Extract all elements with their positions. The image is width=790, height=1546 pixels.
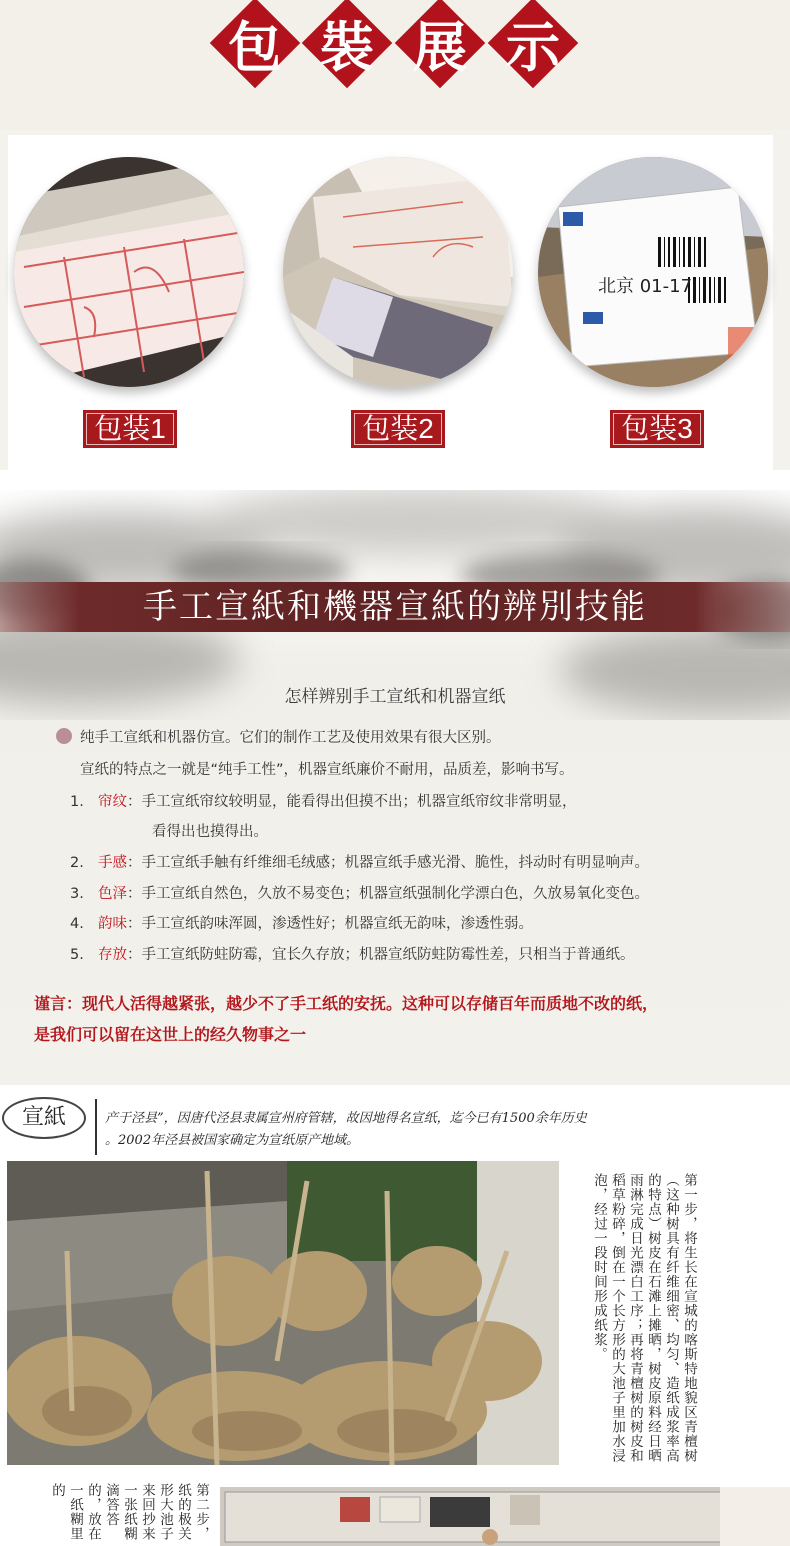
item-key: 帘纹: [98, 794, 127, 810]
item-number: 2.: [70, 855, 84, 871]
packaging-panel: [8, 135, 773, 470]
intro-line-1: 纯手工宣纸和机器仿宣。它们的制作工艺及使用效果有很大区别。: [80, 730, 501, 746]
workshop-photo: [220, 1487, 790, 1546]
title-diamond: [302, 0, 392, 88]
brand-seal: 宣紙: [2, 1097, 86, 1139]
step-1-text: 第一步，将生长在宣城的喀斯特地貌区青檀树（这种树具有纤维细密、均匀、造纸成浆率高的特点）树皮在石滩上摊晒，树皮原料经日晒雨淋完成日光漂白工序；再将青檀树的树皮和稻草粉碎，倒在一个长方形的大池子里加水浸泡，经过一段时间形成纸浆。: [591, 1173, 697, 1463]
shipping-label-text: 北京 01-17: [598, 276, 693, 297]
package-label-3: 包装3: [610, 410, 704, 448]
identification-section: [0, 470, 790, 1085]
title-char: 裝: [320, 14, 374, 79]
title-diamond: [488, 0, 578, 88]
item-text: ：手工宣纸手触有纤维细毛绒感；机器宣纸手感光滑、脆性，抖动时有明显响声。: [127, 855, 649, 871]
item-text: ：手工宣纸帘纹较明显，能看得出但摸不出；机器宣纸帘纹非常明显，: [127, 794, 577, 810]
intro-line-2: 宣纸的特点之一就是“纯手工性”，机器宣纸廉价不耐用，品质差，影响书写。: [80, 762, 574, 778]
bark-drying-photo: [7, 1161, 559, 1465]
item-key: 手感: [98, 855, 127, 871]
item-text: ：手工宣纸自然色，久放不易变色；机器宣纸强制化学漂白色，久放易氧化变色。: [127, 886, 649, 902]
section-subtitle: 怎样辨别手工宣纸和机器宣纸: [284, 687, 506, 707]
package-label-1: 包装1: [83, 410, 177, 448]
item-key: 色泽: [98, 886, 127, 902]
item-number: 4.: [70, 916, 84, 932]
title-char: 包: [228, 14, 282, 79]
package-photo-1: [14, 157, 244, 387]
feature-item-3: [70, 882, 649, 903]
item-key: 韵味: [98, 916, 127, 932]
bullet-dot-icon: [56, 728, 72, 744]
feature-item-1: [70, 790, 577, 811]
title-diamond: [395, 0, 485, 88]
xuan-intro-line-1: 产于泾县”，因唐代泾县隶属宣州府管辖，故因地得名宣纸，迄今已有1500余年历史: [105, 1111, 587, 1126]
feature-item-4: [70, 912, 533, 933]
motto-line-2: 是我们可以留在这世上的经久物事之一: [34, 1025, 307, 1044]
feature-item-5: [70, 943, 635, 964]
item-key: 存放: [98, 947, 127, 963]
package-photo-3: [538, 157, 768, 387]
banner: [0, 582, 790, 632]
feature-item-1-cont: 看得出也摸得出。: [152, 824, 268, 840]
item-number: 3.: [70, 886, 84, 902]
item-number: 1.: [70, 794, 84, 810]
divider: [95, 1099, 97, 1155]
feature-item-2: [70, 851, 649, 872]
motto-line-1: 谨言：现代人活得越紧张，越少不了手工纸的安抚。这种可以存储百年而质地不改的纸，: [34, 994, 659, 1013]
title-diamond: [210, 0, 300, 88]
packaging-header: [0, 0, 790, 130]
xuan-paper-section: [0, 1085, 790, 1546]
title-char: 示: [506, 14, 560, 79]
xuan-intro-line-2: 。2002年泾县被国家确定为宣纸原产地域。: [105, 1133, 360, 1148]
item-text: ：手工宣纸防蛀防霉，宜长久存放；机器宣纸防蛀防霉性差，只相当于普通纸。: [127, 947, 635, 963]
step-2-text: 第二步，纸的极关形大池子来回抄来一张纸糊滴答答的，放在一纸糊里的: [49, 1483, 209, 1541]
package-label-2: 包装2: [351, 410, 445, 448]
package-photo-2: [283, 157, 513, 387]
item-text: ：手工宣纸韵味浑圆，渗透性好；机器宣纸无韵味，渗透性弱。: [127, 916, 533, 932]
item-number: 5.: [70, 947, 84, 963]
banner-title: 手工宣紙和機器宣紙的辨別技能: [143, 587, 647, 627]
title-char: 展: [413, 14, 467, 79]
